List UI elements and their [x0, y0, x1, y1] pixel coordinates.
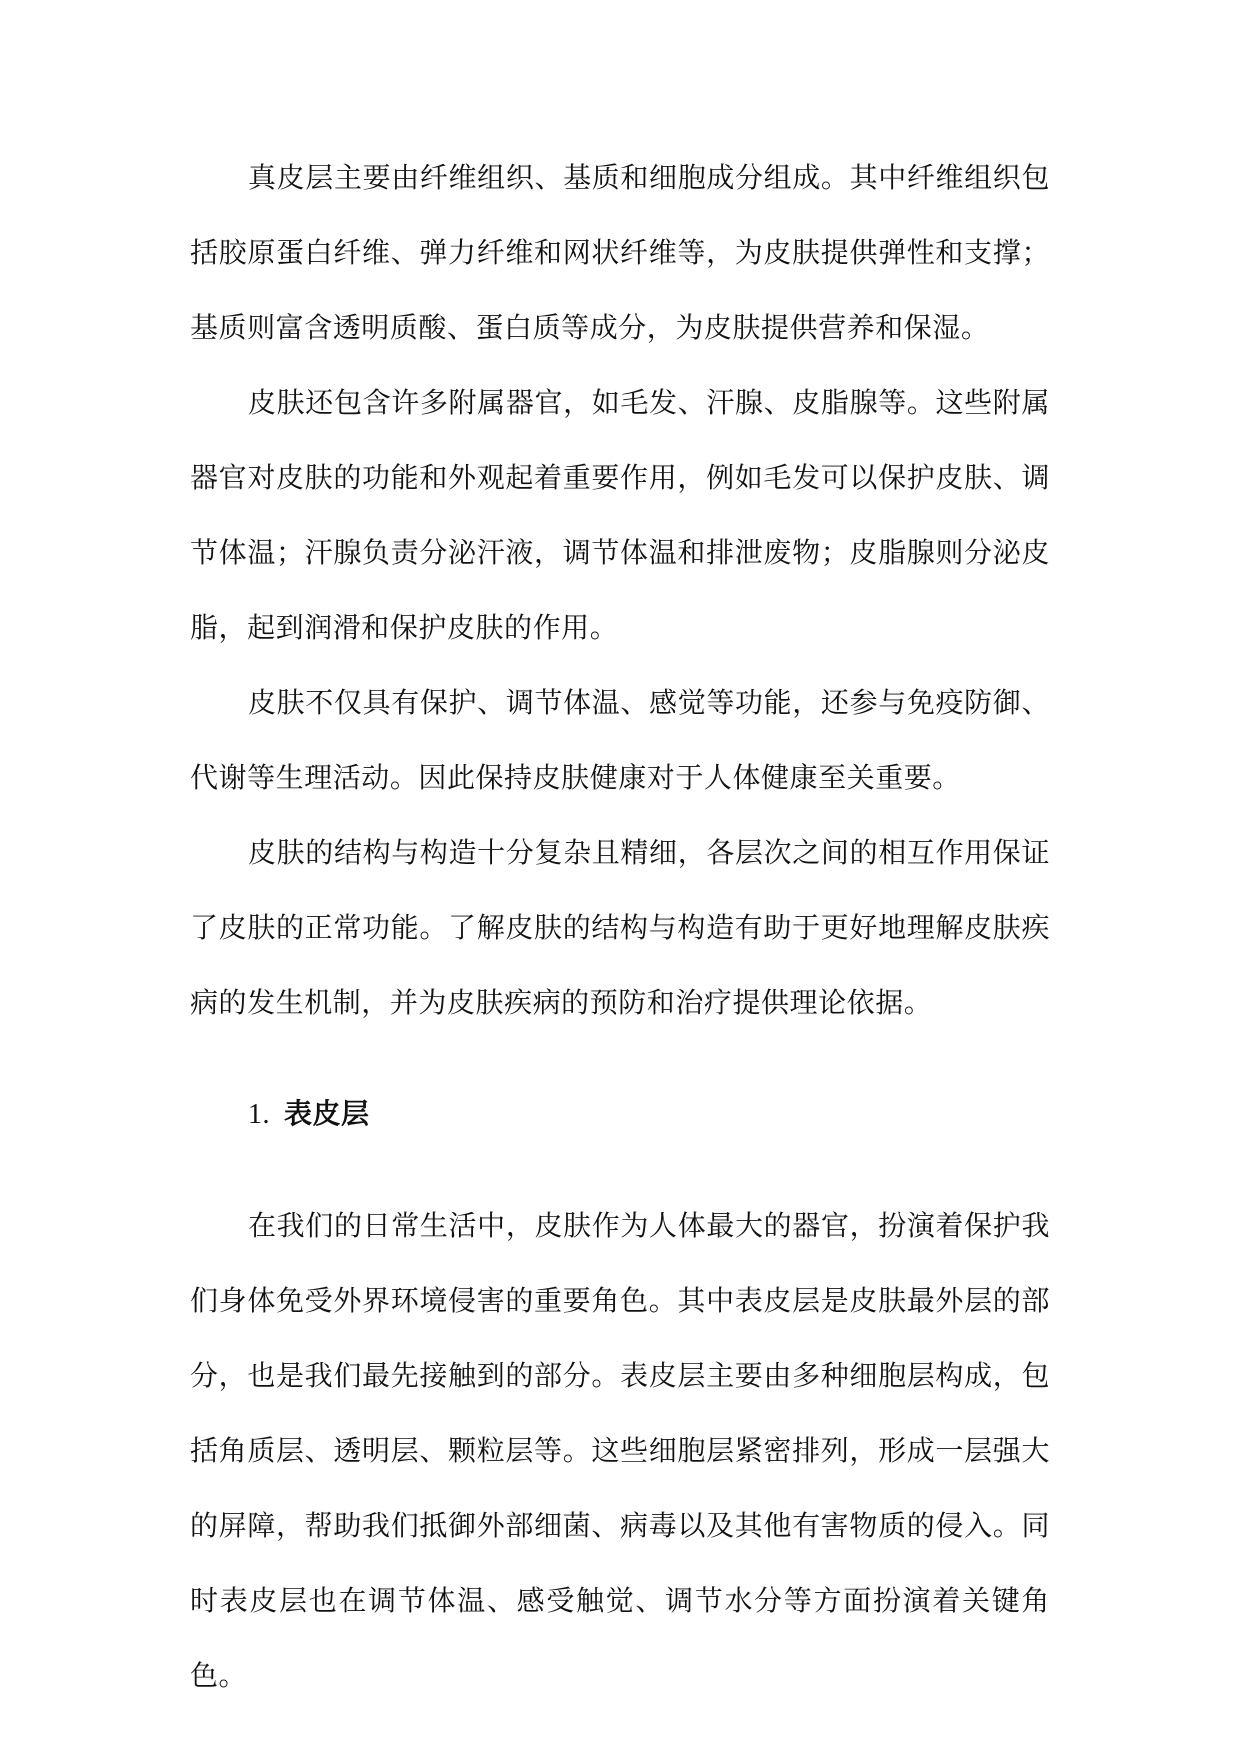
paragraph-appendages: 皮肤还包含许多附属器官，如毛发、汗腺、皮脂腺等。这些附属器官对皮肤的功能和外观起着重要作用，例如毛发可以保护皮肤、调节体温；汗腺负责分泌汗液，调节体温和排泄废物；皮脂腺则分泌皮脂，起到润滑和保护皮肤的作用。 [190, 386, 1050, 644]
section-title: 表皮层 [284, 1097, 370, 1130]
document-body [190, 140, 1050, 1713]
paragraph-structure-summary: 皮肤的结构与构造十分复杂且精细，各层次之间的相互作用保证了皮肤的正常功能。了解皮肤的结构与构造有助于更好地理解皮肤疾病的发生机制，并为皮肤疾病的预防和治疗提供理论依据。 [190, 836, 1050, 1019]
section-heading [190, 1040, 1050, 1188]
paragraph-functions: 皮肤不仅具有保护、调节体温、感觉等功能，还参与免疫防御、代谢等生理活动。因此保持皮肤健康对于人体健康至关重要。 [190, 686, 1050, 794]
paragraph-dermis: 真皮层主要由纤维组织、基质和细胞成分组成。其中纤维组织包括胶原蛋白纤维、弹力纤维和网状纤维等，为皮肤提供弹性和支撑；基质则富含透明质酸、蛋白质等成分，为皮肤提供营养和保湿。 [190, 161, 1050, 344]
section-number: 1. [248, 1099, 270, 1130]
paragraph-epidermis: 在我们的日常生活中，皮肤作为人体最大的器官，扮演着保护我们身体免受外界环境侵害的重要角色。其中表皮层是皮肤最外层的部分，也是我们最先接触到的部分。表皮层主要由多种细胞层构成，包括角质层、透明层、颗粒层等。这些细胞层紧密排列，形成一层强大的屏障，帮助我们抵御外部细菌、病毒以及其他有害物质的侵入。同时表皮层也在调节体温、感受触觉、调节水分等方面扮演着关键角色。 [190, 1209, 1050, 1692]
